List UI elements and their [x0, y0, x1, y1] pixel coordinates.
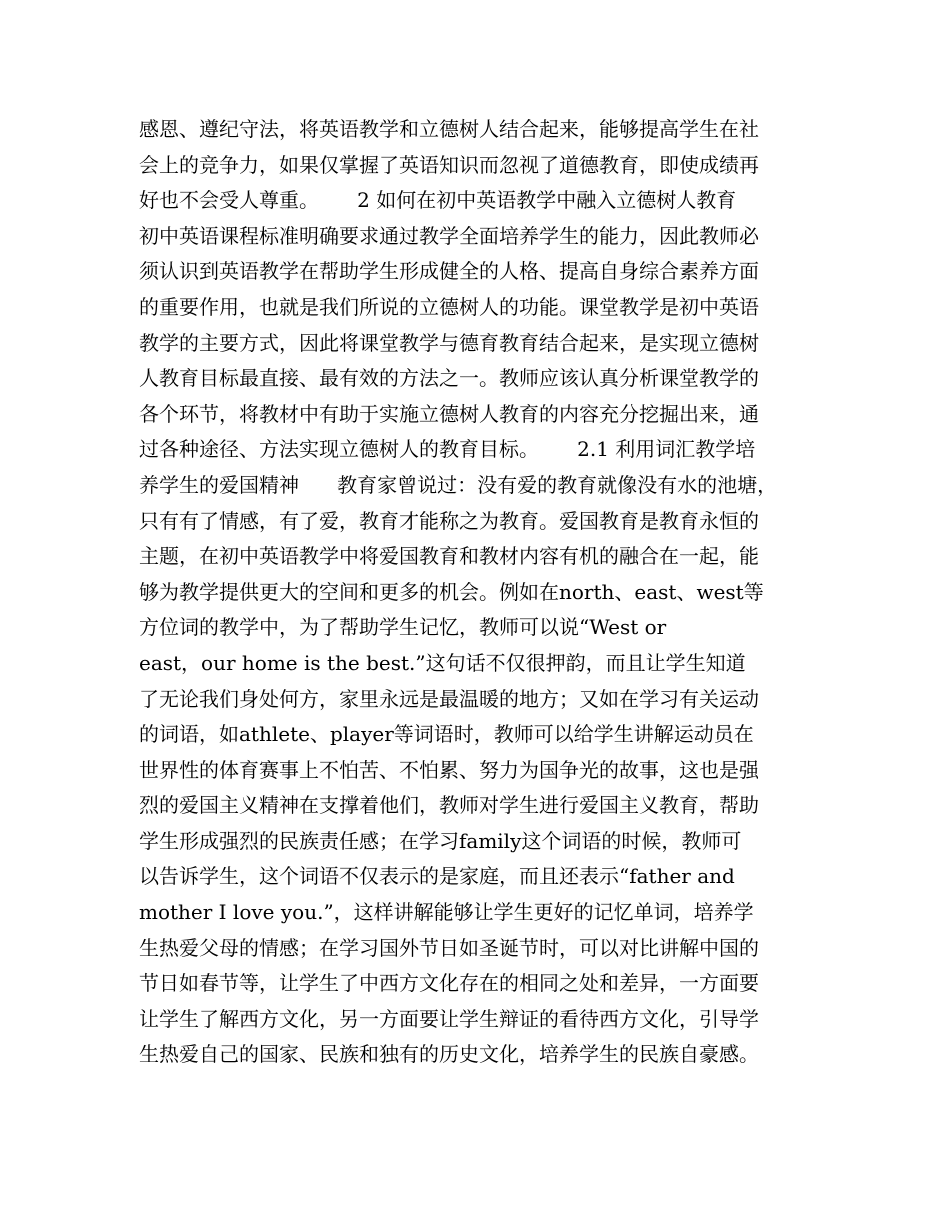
text-line: 教学的主要方式，因此将课堂教学与德育教育结合起来，是实现立德树	[139, 330, 759, 355]
text-line: 够为教学提供更大的空间和更多的机会。例如在north、east、west等	[139, 579, 764, 604]
text-line: 让学生了解西方文化，另一方面要让学生辩证的看待西方文化，引导学	[139, 1006, 759, 1031]
text-line: 生热爱自己的国家、民族和独有的历史文化，培养学生的民族自豪感。	[139, 1042, 759, 1067]
text-line: 烈的爱国主义精神在支撑着他们，教师对学生进行爱国主义教育，帮助	[139, 793, 759, 818]
text-line: 的重要作用，也就是我们所说的立德树人的功能。课堂教学是初中英语	[139, 294, 759, 319]
text-line: 主题，在初中英语教学中将爱国教育和教材内容有机的融合在一起，能	[139, 544, 759, 569]
text-line: 节日如春节等，让学生了中西方文化存在的相同之处和差异，一方面要	[139, 971, 759, 996]
text-line: 初中英语课程标准明确要求通过教学全面培养学生的能力，因此教师必	[139, 223, 759, 248]
body-text	[139, 112, 819, 1073]
text-line: east，our home is the best.”这句话不仅很押韵，而且让学生知道	[139, 650, 746, 675]
text-line: 学生形成强烈的民族责任感；在学习family这个词语的时候，教师可	[139, 828, 742, 853]
text-line: 人教育目标最直接、最有效的方法之一。教师应该认真分析课堂教学的	[139, 366, 759, 391]
text-line: 的词语，如athlete、player等词语时，教师可以给学生讲解运动员在	[139, 722, 754, 747]
text-line: 方位词的教学中，为了帮助学生记忆，教师可以说“West or	[139, 615, 667, 640]
text-line: 世界性的体育赛事上不怕苦、不怕累、努力为国争光的故事，这也是强	[139, 757, 759, 782]
text-line: 养学生的爱国精神 教育家曾说过：没有爱的教育就像没有水的池塘，	[139, 472, 778, 497]
text-line: 感恩、遵纪守法，将英语教学和立德树人结合起来，能够提高学生在社	[139, 117, 759, 141]
text-line: 生热爱父母的情感；在学习国外节日如圣诞节时，可以对比讲解中国的	[139, 935, 759, 960]
text-line: 以告诉学生，这个词语不仅表示的是家庭，而且还表示“father and	[139, 864, 735, 889]
text-line: 好也不会受人尊重。 2 如何在初中英语教学中融入立德树人教育	[139, 188, 737, 213]
text-line: 只有有了情感，有了爱，教育才能称之为教育。爱国教育是教育永恒的	[139, 508, 759, 533]
text-line: 了无论我们身处何方，家里永远是最温暖的地方；又如在学习有关运动	[139, 686, 759, 711]
text-line: 各个环节，将教材中有助于实施立德树人教育的内容充分挖掘出来，通	[139, 401, 759, 426]
text-line: 会上的竞争力，如果仅掌握了英语知识而忽视了道德教育，即使成绩再	[139, 152, 759, 177]
text-line: 须认识到英语教学在帮助学生形成健全的人格、提高自身综合素养方面	[139, 259, 759, 284]
text-line: mother I love you.”，这样讲解能够让学生更好的记忆单词，培养学	[139, 900, 754, 925]
text-line: 过各种途径、方法实现立德树人的教育目标。 2.1 利用词汇教学培	[139, 437, 756, 462]
